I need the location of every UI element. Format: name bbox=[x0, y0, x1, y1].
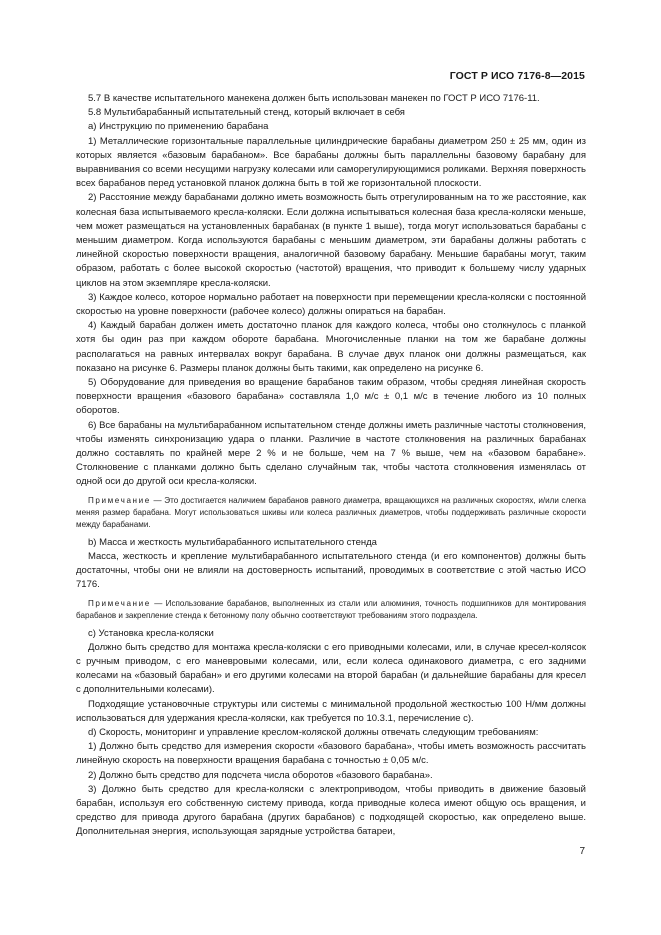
paragraph: 5.8 Мультибарабанный испытательный стенд, который включает в себя bbox=[88, 107, 405, 119]
standard-code-header: ГОСТ Р ИСО 7176-8—2015 bbox=[449, 70, 585, 82]
paragraph: 5) Оборудование для приведения во вращение барабанов таким образом, чтобы средняя линейная скорость поверхности вращения «базового барабана» составляла 1,0 м/с ± 0,1 м/с в течение любого из 10 полных оборотов. bbox=[76, 377, 586, 417]
paragraph: b) Масса и жесткость мультибарабанного испытательного стенда bbox=[88, 536, 377, 548]
paragraph: 4) Каждый барабан должен иметь достаточно планок для каждого колеса, чтобы оно столкнулось с планкой хотя бы один раз при каждом обороте барабана. Многочисленные планки на том же барабане должны располагаться на равных интервалах вокруг барабана. В случае двух планок они должны размещаться, как показано на рисунке 6. Размеры планок должны быть такими, как определено на рисунке 6. bbox=[76, 320, 586, 374]
paragraph: Должно быть средство для монтажа кресла-коляски с его приводными колесами, или, в случае кресел-колясок с ручным приводом, с его маневровыми колесами, или, если колеса одинакового диаметра, с его задними колесами на «базовый барабан» и его другими колесами на второй барабан (и дальнейшие барабаны для кресел с дополнительными колесами). bbox=[76, 641, 586, 696]
note bbox=[76, 495, 586, 531]
paragraph: Масса, жесткость и крепление мультибарабанного испытательного стенда (и его компонентов) должны быть достаточны, чтобы они не влияли на достоверность испытаний, проводимых в соответствие с этой частью ИСО 7176. bbox=[76, 550, 586, 591]
note bbox=[76, 598, 586, 622]
paragraph: 3) Должно быть средство для кресла-коляски с электроприводом, чтобы приводить в движение базовый барабан, используя его собственную систему привода, когда приводные колеса имеют общую ось вращения, и средство для привода другого барабана (других барабанов) с подходящей скоростью, как определено выше. Дополнительная энергия, использующая зарядные устройства батареи, bbox=[76, 783, 586, 838]
note-label: Примечание bbox=[88, 495, 151, 505]
note-text: — Использование барабанов, выполненных из стали или алюминия, точность подшипников для монтирования барабанов и закрепление стенда к бетонному полу обычно соответствуют требованиям этого подраздела. bbox=[76, 598, 586, 620]
note-text: — Это достигается наличием барабанов равного диаметра, вращающихся на различных скоростях, и/или слегка меняя размер барабана. Могут использоваться шкивы или колеса различных диаметров, чтобы поддерживать различные скорости между барабанами. bbox=[76, 495, 586, 529]
paragraph: 6) Все барабаны на мультибарабанном испытательном стенде должны иметь различные частоты столкновения, чтобы изменять синхронизацию удара о планки. Различие в частоте столкновения на различных барабанах должно составлять по крайней мере 2 % и не больше, чем на 7 % выше, чем на «базовом барабане». Столкновение с планками должно быть сделано случайным так, чтобы частота столкновения изменялась от одной оси до другой оси кресла-коляски. bbox=[76, 419, 586, 488]
paragraph: 5.7 В качестве испытательного манекена должен быть использован манекен по ГОСТ Р ИСО 7176-11. bbox=[88, 93, 540, 104]
paragraph: Подходящие установочные структуры или системы с минимальной продольной жесткостью 100 Н/мм должны использоваться для удержания кресла-коляски, как требуется по 10.3.1, перечисление c). bbox=[76, 698, 586, 724]
paragraph: 1) Должно быть средство для измерения скорости «базового барабана», чтобы иметь возможность рассчитать линейную скорость на поверхности вращения барабана с точностью ± 0,05 м/с. bbox=[76, 741, 586, 767]
paragraph: 2) Расстояние между барабанами должно иметь возможность быть отрегулированным на то же расстояние, как колесная база испытываемого кресла-коляски. Если должна испытываться колесная база кресла-коляски меньше, чем может размещаться на установленных барабанах (в пункте 1 выше), тогда могут использоваться барабаны с меньшим диаметром. Когда используются барабаны с меньшим диаметром, эти барабаны должны работать с линейной скоростью поверхности вращения, аналогичной базовому барабану. Меньшие барабаны могут, таким образом, работать с более высокой скоростью (частотой) вращения, что приводит к большему числу ударных циклов на этом экземпляре кресла-коляски. bbox=[76, 192, 586, 289]
paragraph: 1) Металлические горизонтальные параллельные цилиндрические барабаны диаметром 250 ± 25 мм, один из которых является «базовым барабаном». Все барабаны должны быть параллельны базовому барабану для выравнивания со всеми несущими нагрузку колесами или саморегулирующимися роликами. Верхняя поверхность всех барабанов перед установкой планок должна быть в той же горизонтальной плоскости. bbox=[76, 135, 586, 190]
note-label: Примечание bbox=[88, 598, 151, 608]
paragraph: a) Инструкцию по применению барабана bbox=[88, 121, 269, 133]
paragraph: 3) Каждое колесо, которое нормально работает на поверхности при перемещении кресла-коляски с постоянной скоростью на уровне поверхности (рабочее колесо) должны опираться на барабан. bbox=[76, 291, 586, 318]
paragraph: 2) Должно быть средство для подсчета числа оборотов «базового барабана». bbox=[88, 769, 433, 781]
paragraph: d) Скорость, мониторинг и управление креслом-коляской должны отвечать следующим требованиям: bbox=[88, 726, 539, 738]
paragraph: c) Установка кресла-коляски bbox=[88, 627, 214, 639]
body-text bbox=[76, 92, 586, 840]
page-number: 7 bbox=[579, 846, 585, 857]
